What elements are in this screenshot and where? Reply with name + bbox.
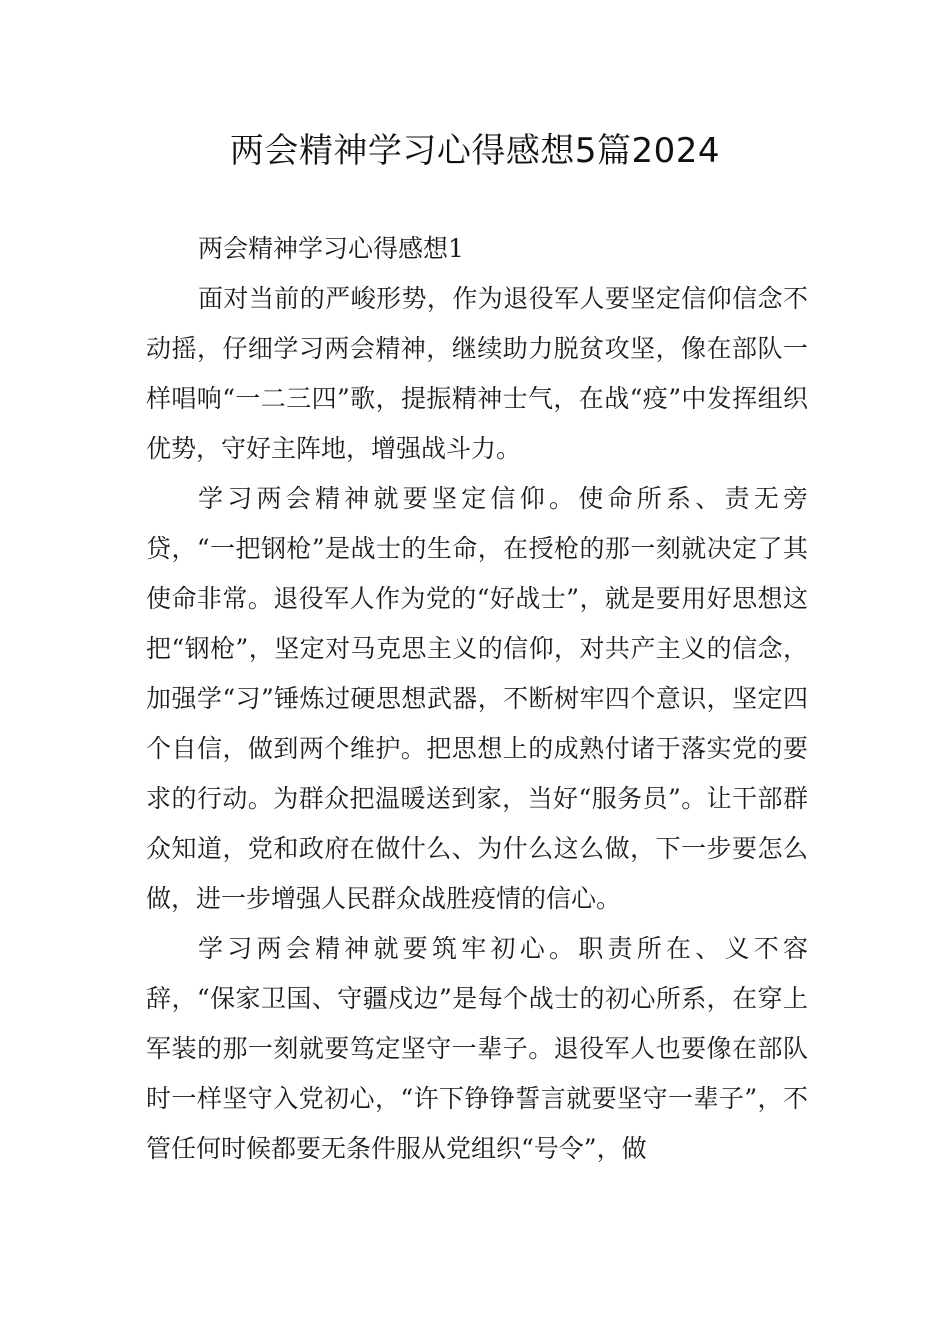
paragraph-1: 面对当前的严峻形势，作为退役军人要坚定信仰信念不动摇，仔细学习两会精神，继续助力脱贫攻坚，像在部队一样唱响“一二三四”歌，提振精神士气，在战“疫”中发挥组织优势，守好主阵地，增强战斗力。 <box>146 284 808 463</box>
document-body <box>146 224 808 1174</box>
document-title: 两会精神学习心得感想5篇2024 <box>229 131 721 171</box>
paragraph-2: 学习两会精神就要坚定信仰。使命所系、责无旁贷，“一把钢枪”是战士的生命，在授枪的那一刻就决定了其使命非常。退役军人作为党的“好战士”，就是要用好思想这把“钢枪”，坚定对马克思主义的信仰，对共产主义的信念，加强学“习”锤炼过硬思想武器，不断树牢四个意识，坚定四个自信，做到两个维护。把思想上的成熟付诸于落实党的要求的行动。为群众把温暖送到家，当好“服务员”。让干部群众知道，党和政府在做什么、为什么这么做，下一步要怎么做，进一步增强人民群众战胜疫情的信心。 <box>146 484 808 913</box>
section-heading: 两会精神学习心得感想1 <box>198 234 464 263</box>
paragraph-3: 学习两会精神就要筑牢初心。职责所在、义不容辞，“保家卫国、守疆戍边”是每个战士的初心所系，在穿上军装的那一刻就要笃定坚守一辈子。退役军人也要像在部队时一样坚守入党初心，“许下铮铮誓言就要坚守一辈子”，不管任何时候都要无条件服从党组织“号令”，做 <box>146 934 808 1163</box>
